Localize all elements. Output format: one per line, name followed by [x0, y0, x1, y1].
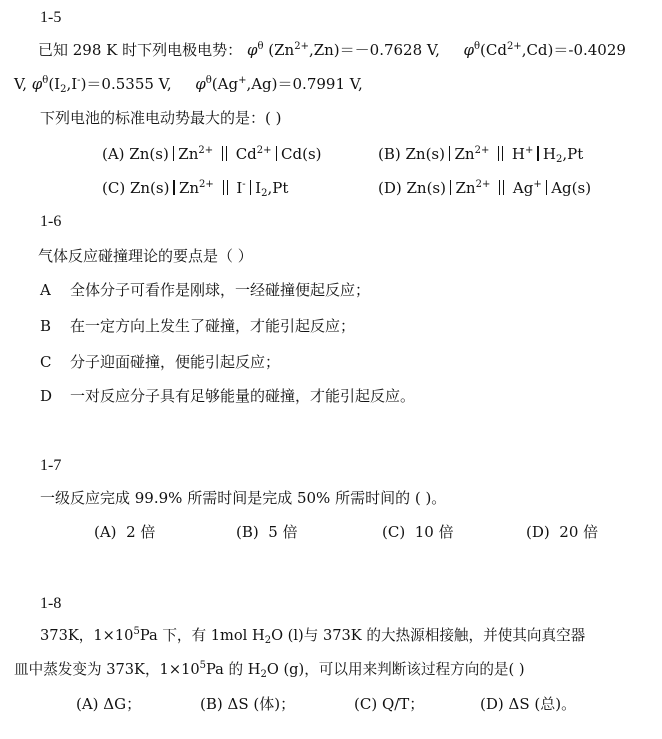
q17-option-d — [526, 522, 598, 542]
q17-option-b — [236, 522, 298, 542]
ion: Zn — [178, 179, 200, 197]
q17-question: 一级反应完成 99.9% 所需时间是完成 50% 所需时间的 ( )。 — [40, 489, 447, 507]
q15-option-c — [102, 178, 288, 198]
subscript: 2 — [264, 635, 272, 646]
option-letter: (A) — [94, 523, 117, 541]
charge: 2+ — [198, 145, 214, 156]
q18-option-b: (B) ΔS (体)； — [200, 695, 296, 713]
q15-potentials-line2 — [14, 74, 363, 94]
subscript: 2 — [260, 669, 267, 680]
zn-value: ,Zn)＝－0.7628 V, — [308, 41, 440, 59]
q15-potentials-line1 — [38, 40, 626, 60]
electrode: ,Pt — [267, 179, 289, 197]
electrode: Ag(s) — [551, 179, 592, 197]
phi-symbol: φ — [195, 75, 206, 93]
text: 皿中蒸发变为 373K，1×10 — [14, 661, 200, 678]
charge: 2+ — [199, 179, 214, 190]
option-label: (B) Zn(s) — [378, 145, 445, 163]
charge: 2+ — [256, 145, 272, 156]
ion: H — [511, 145, 525, 163]
ion: Ag — [512, 179, 534, 197]
q16-option-d — [40, 386, 415, 406]
q18-option-a: (A) ΔG； — [76, 695, 142, 713]
ag-value: ,Ag)＝0.7991 V, — [246, 75, 363, 93]
option-text: 2 倍 — [126, 523, 156, 541]
cd-charge: 2+ — [506, 41, 522, 52]
standard-mark: θ — [473, 41, 480, 52]
ag-pair: (Ag — [211, 75, 239, 93]
ion: Cd — [235, 145, 257, 163]
question-id-1-5: 1-5 — [40, 9, 62, 26]
cd-pair: (Cd — [480, 41, 507, 59]
phi-symbol: φ — [31, 75, 43, 93]
ag-charge: + — [238, 75, 247, 86]
subscript: 2 — [261, 188, 268, 199]
option-text: 分子迎面碰撞，便能引起反应； — [70, 353, 281, 371]
standard-mark: θ — [205, 75, 212, 86]
q16-option-c — [40, 352, 280, 372]
i-value: )＝0.5355 V, — [80, 75, 172, 93]
option-text: 10 倍 — [414, 523, 454, 541]
standard-mark: θ — [42, 75, 49, 86]
option-letter: B — [40, 317, 52, 335]
q15-question: 下列电池的标准电动势最大的是：( ) — [40, 109, 282, 127]
ion: Zn — [454, 145, 475, 163]
question-id-1-7: 1-7 — [40, 457, 62, 474]
electrode: ,Pt — [562, 145, 584, 163]
text: O (l)与 373K 的大热源相接触，并使其向真空器 — [271, 627, 586, 644]
standard-mark: θ — [257, 41, 264, 52]
text: Pa 下，有 1mol H — [139, 627, 265, 644]
charge: - — [242, 179, 246, 190]
q15-option-d — [378, 178, 591, 198]
option-text: 20 倍 — [559, 523, 599, 541]
option-letter: D — [40, 387, 53, 405]
electrode: H — [542, 145, 556, 163]
subscript: 2 — [555, 154, 563, 165]
text: O (g)，可以用来判断该过程方向的是( ) — [266, 661, 525, 678]
option-label: (D) Zn(s) — [378, 179, 446, 197]
option-text: 在一定方向上发生了碰撞，才能引起反应； — [70, 317, 356, 335]
zn-pair: (Zn — [268, 41, 295, 59]
option-label: (A) Zn(s) — [102, 145, 169, 163]
charge: 2+ — [475, 179, 491, 190]
electrode: I — [255, 179, 262, 197]
q18-line1 — [40, 626, 585, 646]
q18-option-d: (D) ΔS (总)。 — [480, 695, 577, 713]
q16-question: 气体反应碰撞理论的要点是（ ） — [38, 247, 253, 265]
q17-option-c — [382, 522, 454, 542]
option-label: (C) Zn(s) — [102, 179, 170, 197]
i-sub: 2 — [60, 84, 67, 95]
q18-option-c: (C) Q/T； — [354, 695, 425, 713]
cd-value: ,Cd)＝-0.4029 — [521, 41, 626, 59]
q15-option-a — [102, 144, 322, 164]
exponent: 5 — [133, 626, 140, 637]
ion: I — [236, 179, 243, 197]
i-rest: ,I — [66, 75, 78, 93]
ion: Zn — [455, 179, 476, 197]
charge: 2+ — [474, 145, 490, 156]
i-charge: - — [77, 75, 81, 86]
option-letter: (B) — [236, 523, 259, 541]
electrode: Cd(s) — [281, 145, 322, 163]
q16-option-a — [40, 280, 370, 300]
charge: + — [524, 145, 534, 156]
option-letter: C — [40, 353, 52, 371]
question-id-1-6: 1-6 — [40, 213, 62, 230]
text: 373K，1×10 — [40, 627, 134, 644]
q15-intro: 已知 298 K 时下列电极电势： — [38, 41, 243, 59]
option-text: 5 倍 — [268, 523, 298, 541]
ion: Zn — [178, 145, 199, 163]
q17-option-a — [94, 522, 155, 542]
zn-charge: 2+ — [294, 41, 309, 52]
option-letter: A — [40, 281, 51, 299]
q16-option-b — [40, 316, 355, 336]
option-letter: (D) — [526, 523, 550, 541]
phi-symbol: φ — [463, 41, 474, 59]
q15-option-b — [378, 144, 583, 164]
option-text: 全体分子可看作是刚球，一经碰撞便起反应； — [70, 281, 371, 299]
option-letter: (C) — [382, 523, 406, 541]
option-text: 一对反应分子具有足够能量的碰撞，才能引起反应。 — [70, 387, 416, 405]
unit-v: V, — [14, 75, 27, 93]
phi-symbol: φ — [246, 41, 258, 59]
i-pair: (I — [48, 75, 61, 93]
question-id-1-8: 1-8 — [40, 595, 62, 612]
text: Pa 的 H — [206, 661, 261, 678]
charge: + — [533, 179, 542, 190]
q18-line2 — [14, 660, 525, 680]
exponent: 5 — [199, 660, 207, 671]
